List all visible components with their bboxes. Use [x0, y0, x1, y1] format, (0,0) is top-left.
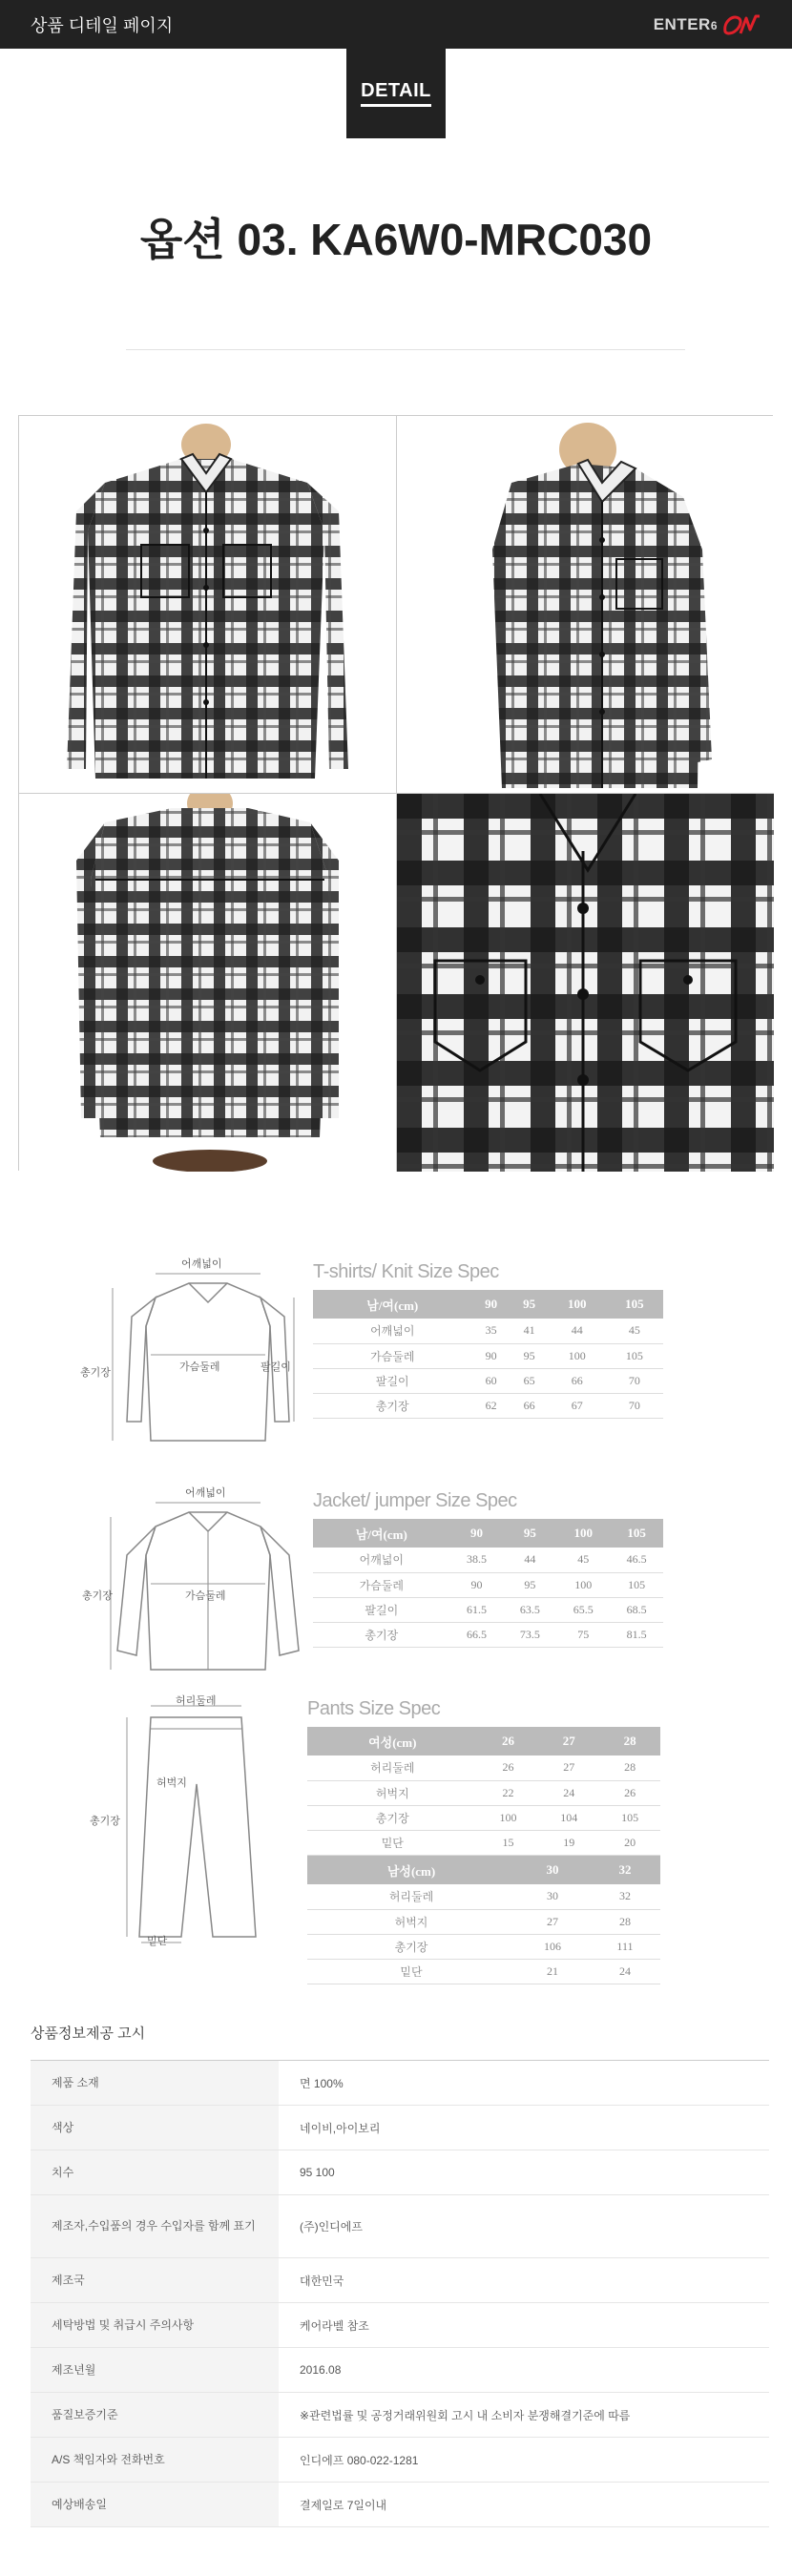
logo-text: ENTER6 — [653, 14, 718, 33]
pants-label-thigh: 허벅지 — [156, 1777, 187, 1789]
info-row — [31, 2438, 769, 2483]
spec-row — [313, 1343, 663, 1368]
detail-tag — [346, 49, 446, 138]
spec-header-cell: 95 — [511, 1290, 549, 1319]
spec-cell: 41 — [511, 1319, 549, 1343]
spec-header-cell: 105 — [606, 1290, 663, 1319]
info-row — [31, 2348, 769, 2393]
spec-cell: 24 — [538, 1780, 599, 1805]
pants-men-spec-table — [307, 1856, 660, 1984]
spec-row — [313, 1572, 663, 1597]
info-row — [31, 2393, 769, 2438]
spec-cell: 61.5 — [450, 1597, 504, 1622]
spec-row-label: 총기장 — [307, 1934, 515, 1959]
spec-row — [307, 1909, 660, 1934]
spec-row-label: 총기장 — [313, 1622, 450, 1647]
spec-row-label: 가슴둘레 — [313, 1343, 472, 1368]
jacket-label-chest: 가슴둘레 — [185, 1590, 226, 1602]
spec-cell: 44 — [549, 1319, 606, 1343]
spec-cell: 105 — [599, 1805, 660, 1830]
spec-row — [307, 1959, 660, 1984]
spec-header-row — [313, 1519, 663, 1548]
spec-header-cell: 90 — [472, 1290, 511, 1319]
shirt-outline-icon — [103, 1259, 308, 1450]
spec-cell: 21 — [515, 1959, 590, 1984]
spec-row-label: 허리둘레 — [307, 1755, 478, 1780]
spec-cell: 100 — [556, 1572, 610, 1597]
spec-cell: 22 — [478, 1780, 539, 1805]
pants-label-hem: 밑단 — [147, 1936, 168, 1947]
spec-cell: 75 — [556, 1622, 610, 1647]
spec-row — [307, 1934, 660, 1959]
spec-header-cell: 100 — [556, 1519, 610, 1548]
info-key: 제조년월 — [31, 2348, 279, 2393]
spec-row-label: 가슴둘레 — [313, 1572, 450, 1597]
spec-cell: 15 — [478, 1830, 539, 1855]
spec-header-cell: 95 — [503, 1519, 556, 1548]
jacket-label-length: 총기장 — [82, 1590, 113, 1602]
spec-cell: 66.5 — [450, 1622, 504, 1647]
product-photo-side[interactable] — [397, 416, 774, 794]
spec-cell: 45 — [556, 1548, 610, 1572]
shirt-back-image — [19, 794, 397, 1172]
info-key: 치수 — [31, 2150, 279, 2195]
spec-cell: 95 — [503, 1572, 556, 1597]
spec-row-label: 밑단 — [307, 1830, 478, 1855]
info-key: 예상배송일 — [31, 2483, 279, 2527]
info-value: 결제일로 7일이내 — [300, 2498, 387, 2512]
info-row — [31, 2483, 769, 2527]
info-value: 인디에프 080-022-1281 — [300, 2453, 419, 2467]
product-info-table — [31, 2060, 769, 2527]
spec-row-label: 허벅지 — [307, 1780, 478, 1805]
info-key: 제품 소재 — [31, 2061, 279, 2106]
spec-row — [313, 1548, 663, 1572]
spec-cell: 60 — [472, 1368, 511, 1393]
info-row — [31, 2150, 769, 2195]
shirt-side-image — [397, 416, 774, 794]
spec-header-cell: 100 — [549, 1290, 606, 1319]
pants-size-spec — [0, 1689, 792, 1994]
spec-row-label: 팔길이 — [313, 1597, 450, 1622]
page-header-title: 상품 디테일 페이지 — [31, 15, 174, 35]
spec-header-cell: 남/여(cm) — [313, 1519, 450, 1548]
spec-cell: 30 — [515, 1884, 590, 1909]
product-photo-front[interactable] — [19, 416, 397, 794]
info-key: A/S 책임자와 전화번호 — [31, 2438, 279, 2483]
info-key: 색상 — [31, 2106, 279, 2150]
tshirt-label-sleeve: 팔길이 — [261, 1361, 291, 1373]
spec-cell: 27 — [515, 1909, 590, 1934]
tshirt-size-spec — [0, 1250, 792, 1460]
brand-logo[interactable] — [654, 12, 761, 37]
info-row — [31, 2195, 769, 2258]
spec-row — [313, 1393, 663, 1418]
pants-outline-icon — [113, 1698, 275, 1946]
logo-on-mark-icon — [721, 12, 761, 37]
spec-cell: 105 — [606, 1343, 663, 1368]
spec-cell: 28 — [590, 1909, 660, 1934]
tshirt-diagram — [80, 1258, 308, 1450]
spec-cell: 46.5 — [610, 1548, 663, 1572]
spec-cell: 81.5 — [610, 1622, 663, 1647]
jacket-size-spec — [0, 1479, 792, 1689]
spec-cell: 19 — [538, 1830, 599, 1855]
spec-cell: 45 — [606, 1319, 663, 1343]
divider — [126, 349, 685, 350]
spec-row — [307, 1805, 660, 1830]
info-value: 대한민국 — [300, 2274, 344, 2288]
spec-cell: 26 — [599, 1780, 660, 1805]
spec-cell: 66 — [511, 1393, 549, 1418]
spec-header-cell: 28 — [599, 1727, 660, 1755]
product-photo-back[interactable] — [19, 794, 397, 1172]
spec-row — [313, 1368, 663, 1393]
info-row — [31, 2303, 769, 2348]
spec-cell: 70 — [606, 1393, 663, 1418]
tshirt-label-chest: 가슴둘레 — [179, 1361, 220, 1373]
spec-cell: 24 — [590, 1959, 660, 1984]
spec-row — [313, 1622, 663, 1647]
spec-row — [313, 1319, 663, 1343]
spec-cell: 73.5 — [503, 1622, 556, 1647]
jacket-outline-icon — [103, 1488, 308, 1679]
spec-row — [307, 1884, 660, 1909]
spec-header-cell: 30 — [515, 1856, 590, 1884]
spec-row-label: 팔길이 — [313, 1368, 472, 1393]
spec-row-label: 허리둘레 — [307, 1884, 515, 1909]
spec-row-label: 허벅지 — [307, 1909, 515, 1934]
spec-cell: 90 — [450, 1572, 504, 1597]
product-photo-grid — [18, 415, 773, 1171]
pants-diagram — [90, 1695, 275, 1947]
info-value: ※관련법률 및 공정거래위원회 고시 내 소비자 분쟁해결기준에 따름 — [300, 2408, 631, 2422]
spec-cell: 35 — [472, 1319, 511, 1343]
spec-cell: 65.5 — [556, 1597, 610, 1622]
info-key: 제조자,수입품의 경우 수입자를 함께 표기 — [31, 2195, 279, 2258]
spec-row — [307, 1830, 660, 1855]
spec-cell: 95 — [511, 1343, 549, 1368]
spec-header-row — [307, 1727, 660, 1755]
info-key: 세탁방법 및 취급시 주의사항 — [31, 2303, 279, 2348]
spec-header-cell: 32 — [590, 1856, 660, 1884]
spec-cell: 65 — [511, 1368, 549, 1393]
spec-cell: 63.5 — [503, 1597, 556, 1622]
spec-row — [307, 1755, 660, 1780]
spec-row-label: 총기장 — [307, 1805, 478, 1830]
pants-label-length: 총기장 — [90, 1816, 120, 1827]
detail-tag-label: DETAIL — [361, 80, 431, 107]
spec-row-label: 총기장 — [313, 1393, 472, 1418]
spec-cell: 100 — [549, 1343, 606, 1368]
info-value: 95 100 — [300, 2166, 335, 2179]
spec-cell: 105 — [610, 1572, 663, 1597]
pants-label-waist: 허리둘레 — [176, 1695, 217, 1707]
spec-header-cell: 남성(cm) — [307, 1856, 515, 1884]
spec-cell: 38.5 — [450, 1548, 504, 1572]
spec-cell: 111 — [590, 1934, 660, 1959]
spec-cell: 27 — [538, 1755, 599, 1780]
spec-header-cell: 여성(cm) — [307, 1727, 478, 1755]
spec-cell: 104 — [538, 1805, 599, 1830]
spec-header-row — [313, 1290, 663, 1319]
pants-women-spec-table — [307, 1727, 660, 1856]
info-row — [31, 2258, 769, 2303]
spec-cell: 20 — [599, 1830, 660, 1855]
spec-row-label: 어깨넓이 — [313, 1548, 450, 1572]
spec-cell: 28 — [599, 1755, 660, 1780]
tshirt-label-length: 총기장 — [80, 1367, 111, 1379]
spec-header-cell: 26 — [478, 1727, 539, 1755]
spec-header-row — [307, 1856, 660, 1884]
info-value: 케어라벨 참조 — [300, 2318, 369, 2333]
spec-cell: 70 — [606, 1368, 663, 1393]
tshirt-spec-table — [313, 1290, 663, 1419]
spec-cell: 32 — [590, 1884, 660, 1909]
info-row — [31, 2106, 769, 2150]
spec-cell: 62 — [472, 1393, 511, 1418]
jacket-label-shoulder: 어깨넓이 — [185, 1487, 226, 1499]
jacket-diagram — [82, 1487, 308, 1679]
jacket-spec-table — [313, 1519, 663, 1648]
top-bar — [0, 0, 792, 49]
spec-cell: 100 — [478, 1805, 539, 1830]
spec-cell: 67 — [549, 1393, 606, 1418]
notice-title: 상품정보제공 고시 — [31, 2025, 146, 2042]
spec-header-cell: 90 — [450, 1519, 504, 1548]
spec-row-label: 밑단 — [307, 1959, 515, 1984]
spec-cell: 44 — [503, 1548, 556, 1572]
info-value: (주)인디에프 — [300, 2220, 363, 2233]
spec-row — [307, 1780, 660, 1805]
spec-header-cell: 105 — [610, 1519, 663, 1548]
shirt-closeup-image — [397, 794, 774, 1172]
option-title: 옵션 03. KA6W0-MRC030 — [139, 215, 653, 264]
shirt-front-image — [19, 416, 397, 794]
info-row — [31, 2061, 769, 2106]
spec-row — [313, 1597, 663, 1622]
spec-cell: 90 — [472, 1343, 511, 1368]
spec-cell: 106 — [515, 1934, 590, 1959]
spec-cell: 68.5 — [610, 1597, 663, 1622]
spec-header-cell: 남/여(cm) — [313, 1290, 472, 1319]
spec-row-label: 어깨넓이 — [313, 1319, 472, 1343]
info-value: 2016.08 — [300, 2363, 342, 2377]
info-value: 면 100% — [300, 2076, 344, 2090]
spec-header-cell: 27 — [538, 1727, 599, 1755]
tshirt-spec-title: T-shirts/ Knit Size Spec — [313, 1261, 499, 1282]
pants-spec-title: Pants Size Spec — [307, 1698, 441, 1719]
info-key: 제조국 — [31, 2258, 279, 2303]
info-key: 품질보증기준 — [31, 2393, 279, 2438]
tshirt-label-shoulder: 어깨넓이 — [181, 1258, 222, 1270]
product-photo-closeup[interactable] — [397, 794, 774, 1172]
spec-cell: 66 — [549, 1368, 606, 1393]
jacket-spec-title: Jacket/ jumper Size Spec — [313, 1490, 517, 1511]
info-value: 네이비,아이보리 — [300, 2121, 381, 2135]
spec-cell: 26 — [478, 1755, 539, 1780]
